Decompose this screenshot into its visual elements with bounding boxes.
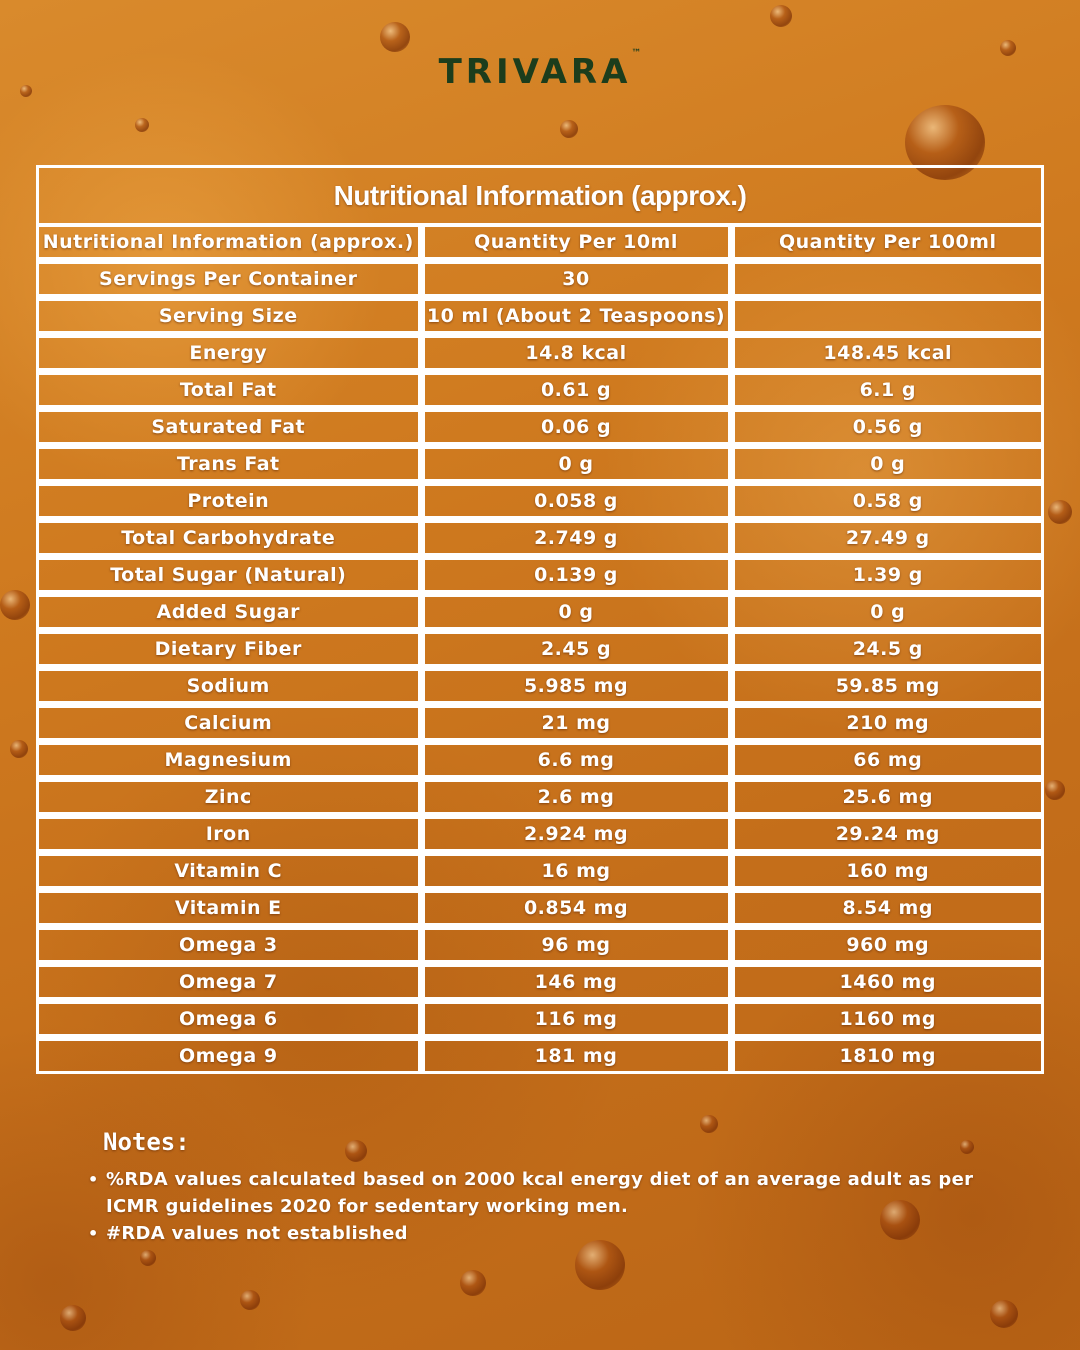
nutrient-name-cell: Omega 3 [39, 927, 421, 964]
nutrient-name-cell: Added Sugar [39, 594, 421, 631]
per-10ml-cell: 2.45 g [421, 631, 731, 668]
nutrient-name-cell: Saturated Fat [39, 409, 421, 446]
note-item: • #RDA values not established [106, 1220, 988, 1247]
per-100ml-cell: 0 g [731, 594, 1041, 631]
nutrient-name-cell: Trans Fat [39, 446, 421, 483]
table-row [39, 631, 1041, 668]
per-100ml-cell: 25.6 mg [731, 779, 1041, 816]
per-10ml-cell: 0.058 g [421, 483, 731, 520]
per-100ml-cell: 24.5 g [731, 631, 1041, 668]
nutrient-name-cell: Sodium [39, 668, 421, 705]
table-row [39, 1038, 1041, 1072]
table-row [39, 927, 1041, 964]
table-row [39, 964, 1041, 1001]
per-10ml-cell: 2.924 mg [421, 816, 731, 853]
trademark-symbol: ™ [631, 48, 642, 59]
per-10ml-cell: 0.06 g [421, 409, 731, 446]
per-100ml-cell: 960 mg [731, 927, 1041, 964]
table-row [39, 520, 1041, 557]
table-row [39, 705, 1041, 742]
per-10ml-cell: 181 mg [421, 1038, 731, 1072]
nutrient-name-cell: Magnesium [39, 742, 421, 779]
table-header-row [39, 227, 1041, 261]
per-100ml-cell: 29.24 mg [731, 816, 1041, 853]
table-row [39, 668, 1041, 705]
notes-list [88, 1166, 988, 1247]
per-10ml-cell: 10 ml (About 2 Teaspoons) [421, 298, 731, 335]
nutrient-name-cell: Omega 7 [39, 964, 421, 1001]
nutrient-name-cell: Omega 9 [39, 1038, 421, 1072]
per-10ml-cell: 21 mg [421, 705, 731, 742]
nutrient-name-cell: Omega 6 [39, 1001, 421, 1038]
table-row [39, 372, 1041, 409]
per-100ml-cell: 0.58 g [731, 483, 1041, 520]
per-10ml-cell: 2.749 g [421, 520, 731, 557]
per-100ml-cell: 210 mg [731, 705, 1041, 742]
per-100ml-cell: 59.85 mg [731, 668, 1041, 705]
per-10ml-cell: 0.61 g [421, 372, 731, 409]
notes-section [88, 1128, 988, 1247]
table-row [39, 483, 1041, 520]
table-row [39, 853, 1041, 890]
notes-title: Notes: [103, 1128, 190, 1156]
header-cell-per-10ml: Quantity Per 10ml [421, 227, 731, 261]
nutrient-name-cell: Protein [39, 483, 421, 520]
nutrition-rows [39, 227, 1041, 1071]
table-row [39, 446, 1041, 483]
table-row [39, 409, 1041, 446]
per-100ml-cell: 1160 mg [731, 1001, 1041, 1038]
per-10ml-cell: 96 mg [421, 927, 731, 964]
nutrient-name-cell: Total Sugar (Natural) [39, 557, 421, 594]
table-row [39, 298, 1041, 335]
brand-logo-text: TRIVARA [438, 52, 632, 92]
nutrient-name-cell: Vitamin C [39, 853, 421, 890]
nutrient-name-cell: Vitamin E [39, 890, 421, 927]
nutrient-name-cell: Dietary Fiber [39, 631, 421, 668]
nutrient-name-cell: Iron [39, 816, 421, 853]
table-row [39, 557, 1041, 594]
header-cell-per-100ml: Quantity Per 100ml [731, 227, 1041, 261]
per-10ml-cell: 116 mg [421, 1001, 731, 1038]
nutrition-table [36, 165, 1044, 1074]
nutrient-name-cell: Zinc [39, 779, 421, 816]
table-row [39, 335, 1041, 372]
table-row [39, 1001, 1041, 1038]
nutrient-name-cell: Calcium [39, 705, 421, 742]
per-100ml-cell: 6.1 g [731, 372, 1041, 409]
per-10ml-cell: 0.854 mg [421, 890, 731, 927]
per-100ml-cell: 1810 mg [839, 1045, 936, 1067]
brand-logo [0, 48, 1080, 92]
nutrition-grid [39, 227, 1041, 1071]
per-10ml-cell: 0.139 g [421, 557, 731, 594]
per-100ml-cell: 8.54 mg [731, 890, 1041, 927]
per-10ml-cell: 16 mg [421, 853, 731, 890]
per-100ml-cell: 27.49 g [731, 520, 1041, 557]
per-100ml-cell: 66 mg [731, 742, 1041, 779]
table-row [39, 779, 1041, 816]
per-10ml-cell: 146 mg [421, 964, 731, 1001]
table-row [39, 742, 1041, 779]
table-title: Nutritional Information (approx.) [39, 168, 1041, 227]
per-100ml-cell: 160 mg [731, 853, 1041, 890]
nutrient-name-cell: Total Fat [39, 372, 421, 409]
table-row [39, 261, 1041, 298]
per-100ml-cell: 1.39 g [731, 557, 1041, 594]
per-10ml-cell: 6.6 mg [421, 742, 731, 779]
per-10ml-cell: 5.985 mg [421, 668, 731, 705]
nutrient-name-cell: Total Carbohydrate [39, 520, 421, 557]
per-100ml-cell [731, 298, 1041, 335]
header-cell-nutrient: Nutritional Information (approx.) [39, 227, 421, 261]
per-10ml-cell: 14.8 kcal [421, 335, 731, 372]
table-row [39, 816, 1041, 853]
per-10ml-cell: 30 [421, 261, 731, 298]
nutrient-name-cell: Serving Size [39, 298, 421, 335]
per-100ml-cell: 0 g [731, 446, 1041, 483]
per-100ml-cell [731, 261, 1041, 298]
per-100ml-cell: 148.45 kcal [731, 335, 1041, 372]
nutrient-name-cell: Energy [39, 335, 421, 372]
per-10ml-cell: 0 g [421, 446, 731, 483]
per-10ml-cell: 0 g [421, 594, 731, 631]
table-row [39, 890, 1041, 927]
table-row [39, 594, 1041, 631]
per-100ml-cell: 1460 mg [731, 964, 1041, 1001]
per-10ml-cell: 2.6 mg [421, 779, 731, 816]
note-item: • %RDA values calculated based on 2000 kcal energy diet of an average adult as per ICMR guidelines 2020 for sedentary working men. [106, 1166, 988, 1220]
nutrient-name-cell: Servings Per Container [39, 261, 421, 298]
per-100ml-cell: 0.56 g [731, 409, 1041, 446]
